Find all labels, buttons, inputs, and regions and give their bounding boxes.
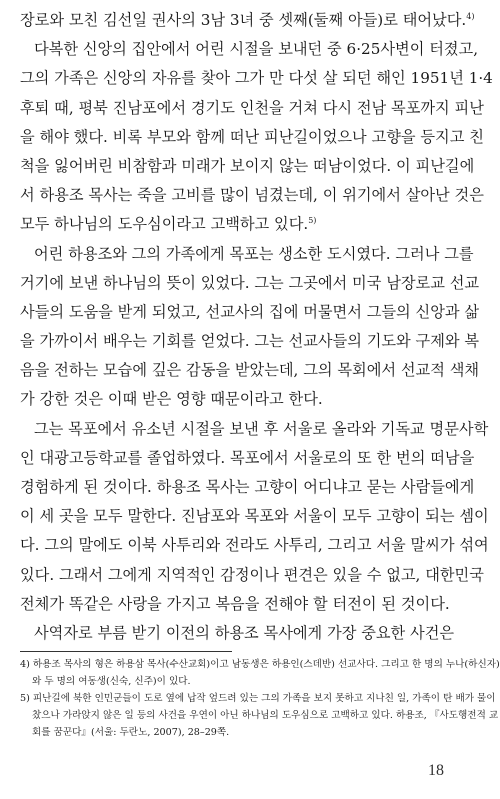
footnote-ref-4[interactable]: 4)	[466, 11, 475, 21]
paragraph-3-line-3: 사들의 도움을 받게 되었고, 선교사의 집에 머물면서 그들의 신앙과 삶	[20, 302, 480, 321]
paragraph-2-line-3: 후퇴 때, 평북 진남포에서 경기도 인천을 거쳐 다시 전남 목포까지 피난	[20, 98, 484, 117]
paragraph-4-line-6: 있다. 그래서 그에게 지역적인 감정이나 편견은 있을 수 없고, 대한민국	[20, 565, 484, 584]
footnote-4-line-1: 4) 하용조 목사의 형은 하용삼 목사(수산교회)이고 남동생은 하용인(스데반) 선교사다. 그리고 한 명의 누나(하신자)	[20, 659, 500, 670]
footnote-5-line-1: 5) 피난길에 북한 인민군들이 도로 옆에 납작 엎드려 있는 그의 가족을 보지 못하고 지나친 일, 가족이 탄 배가 물이	[20, 693, 496, 704]
paragraph-2-line-4: 을 해야 했다. 비록 부모와 함께 떠난 피난길이었으나 고향을 등지고 친	[20, 127, 484, 146]
paragraph-2-line-2: 그의 가족은 신앙의 자유를 찾아 그가 만 다섯 살 되던 해인 1951년 1·4	[20, 69, 493, 88]
page-number: 18	[428, 762, 444, 779]
body-text	[20, 6, 493, 648]
paragraph-3-line-4: 을 가까이서 배우는 기회를 얻었다. 그는 선교사들의 기도와 구제와 복	[20, 332, 480, 351]
paragraph-4-line-5: 다. 그의 말에도 이북 사투리와 전라도 사투리, 그리고 서울 말씨가 섞여	[20, 536, 489, 555]
paragraph-2-line-6: 서 하용조 목사는 죽을 고비를 많이 넘겼는데, 이 위기에서 살아난 것은	[20, 186, 484, 205]
footnote-4-line-2: 와 두 명의 여동생(신숙, 신주)이 있다.	[32, 676, 191, 687]
paragraph-4-line-1: 그는 목포에서 유소년 시절을 보낸 후 서울로 올라와 기독교 명문사학	[34, 419, 489, 438]
footnote-5-line-2: 찼으나 가라앉지 않은 일 등의 사건을 우연이 아닌 하나님의 도우심으로 고백하고 있다. 하용조, 『사도행전적 교	[32, 710, 499, 721]
paragraph-3-line-6: 가 강한 것은 이때 받은 영향 때문이라고 한다.	[20, 390, 323, 409]
paragraph-1-line-1: 장로와 모친 김선일 권사의 3남 3녀 중 셋째(둘째 아들)로 태어났다.$^{4)}$	[20, 11, 475, 29]
paragraph-4-line-2: 인 대광고등학교를 졸업하였다. 목포에서 서울로의 또 한 번의 떠남을	[20, 448, 475, 467]
footnotes	[20, 656, 500, 741]
footnote-divider	[20, 651, 232, 652]
footnote-ref-5[interactable]: 5)	[308, 216, 317, 226]
paragraph-2-line-7: 모두 하나님의 도우심이라고 고백하고 있다.$^{5)}$	[20, 215, 317, 234]
paragraph-2-line-5: 척을 잃어버린 비참함과 미래가 보이지 않는 떠남이었다. 이 피난길에	[20, 156, 475, 175]
paragraph-2-line-1: 다복한 신앙의 집안에서 어린 시절을 보내던 중 6·25사변이 터졌고,	[34, 40, 479, 59]
paragraph-4-line-3: 경험하게 된 것이다. 하용조 목사는 고향이 어디냐고 묻는 사람들에게	[20, 478, 475, 496]
paragraph-3-line-1: 어린 하용조와 그의 가족에게 목포는 생소한 도시였다. 그러나 그를	[34, 244, 474, 263]
footnote-5-line-3: 회를 꿈꾼다』(서울: 두란노, 2007), 28–29쪽.	[32, 727, 230, 738]
paragraph-3-line-2: 거기에 보낸 하나님의 뜻이 있었다. 그는 그곳에서 미국 남장로교 선교	[20, 273, 480, 292]
paragraph-5-line-1: 사역자로 부름 받기 이전의 하용조 목사에게 가장 중요한 사건은	[34, 623, 455, 642]
paragraph-4-line-7: 전체가 똑같은 사랑을 가지고 복음을 전해야 할 터전이 된 것이다.	[20, 594, 450, 613]
paragraph-4-line-4: 이 세 곳을 모두 말한다. 진남포와 목포와 서울이 모두 고향이 되는 셈이	[20, 507, 489, 526]
paragraph-3-line-5: 음을 전하는 모습에 깊은 감동을 받았는데, 그의 목회에서 선교적 색채	[20, 361, 480, 380]
